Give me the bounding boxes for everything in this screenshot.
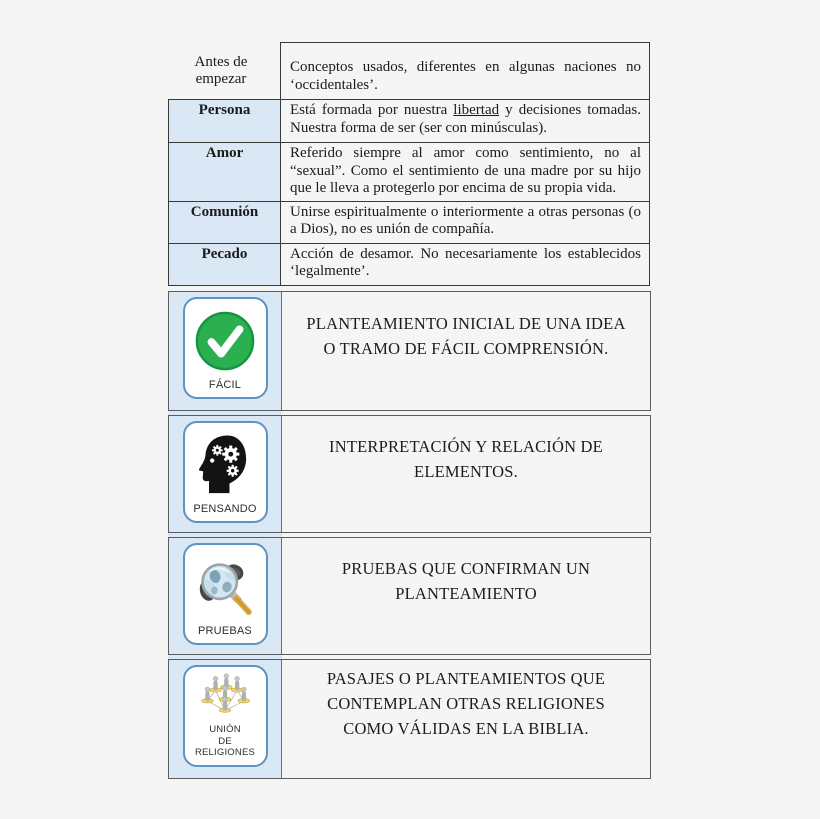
legend-row-pensando (168, 415, 651, 533)
term-cell-comunion (168, 201, 281, 244)
legend-caption: INTERPRETACIÓN Y RELACIÓN DE ELEMENTOS. (329, 436, 603, 481)
people-network-icon (188, 666, 263, 724)
icon-label-line2: DE RELIGIONES (194, 735, 256, 758)
definition-text: Unirse espiritualmente o interiormente a otras personas (o a Dios), no es unión de compañía. (290, 203, 641, 237)
table-row-intro (168, 42, 651, 100)
definition-cell-intro (280, 42, 650, 100)
definition-cell-persona (280, 99, 650, 143)
caption-cell-union-religiones (282, 660, 650, 778)
definition-cell-comunion (280, 201, 650, 244)
term-label: Amor (205, 145, 244, 161)
icon-label: FÁCIL (208, 378, 242, 391)
term-cell-pecado (168, 243, 281, 286)
table-row-comunion (168, 201, 651, 244)
union-religiones-icon-card (183, 665, 268, 767)
icon-label: PENSANDO (193, 502, 257, 515)
term-cell-antes-de-empezar (168, 42, 281, 100)
term-label: Antes de empezar (194, 54, 248, 87)
definition-cell-pecado (280, 243, 650, 286)
icon-cell-pruebas (169, 538, 282, 654)
pensando-icon-card (183, 421, 268, 523)
icon-cell-facil (169, 292, 282, 410)
magnifier-fingerprint-icon (188, 550, 263, 625)
legend-caption: PASAJES O PLANTEAMIENTOS QUE CONTEMPLAN OTRAS RELIGIONES COMO VÁLIDAS EN LA BIBLIA. (326, 669, 606, 738)
definition-text-post: y decisiones tomadas. Nuestra forma de ser (ser con minúsculas). (290, 102, 641, 136)
definition-text-pre: Está formada por nuestra (290, 102, 454, 118)
caption-cell-pensando (282, 416, 650, 532)
thinking-head-gears-icon (188, 428, 263, 503)
pruebas-icon-card (183, 543, 268, 645)
facil-icon-card (183, 297, 268, 399)
caption-cell-facil (282, 292, 650, 410)
check-circle-icon (188, 304, 263, 379)
legend-row-union-religiones (168, 659, 651, 779)
definition-text: Referido siempre al amor como sentimiento, no al “sexual”. Como el sentimiento de una madre por su hijo que le lleva a protegerlo por encima de su propia vida. (290, 145, 641, 196)
underlined-word-libertad: libertad (453, 102, 500, 118)
icon-cell-union-religiones (169, 660, 282, 778)
legend-row-pruebas (168, 537, 651, 655)
table-row-persona (168, 99, 651, 143)
term-cell-amor (168, 142, 281, 202)
icon-label-line1: UNIÓN (209, 724, 241, 735)
definition-text: Conceptos usados, diferentes en algunas naciones no ‘occidentales’. (290, 59, 641, 93)
concepts-document (168, 42, 651, 779)
caption-cell-pruebas (282, 538, 650, 654)
legend-caption: PLANTEAMIENTO INICIAL DE UNA IDEA O TRAMO DE FÁCIL COMPRENSIÓN. (306, 313, 626, 358)
legend-caption: PRUEBAS QUE CONFIRMAN UN PLANTEAMIENTO (341, 558, 591, 603)
legend-row-facil (168, 291, 651, 411)
term-label: Comunión (190, 203, 259, 220)
table-row-pecado (168, 243, 651, 286)
term-label: Pecado (201, 245, 248, 262)
icon-label: PRUEBAS (198, 624, 252, 637)
definition-cell-amor (280, 142, 650, 202)
definitions-table (168, 42, 651, 286)
icon-label (188, 724, 263, 759)
term-label: Persona (198, 102, 251, 118)
icon-legend-table (168, 291, 651, 779)
definition-text: Acción de desamor. No necesariamente los establecidos ‘legalmente’. (290, 245, 641, 279)
term-cell-persona (168, 99, 281, 143)
icon-cell-pensando (169, 416, 282, 532)
table-row-amor (168, 142, 651, 202)
